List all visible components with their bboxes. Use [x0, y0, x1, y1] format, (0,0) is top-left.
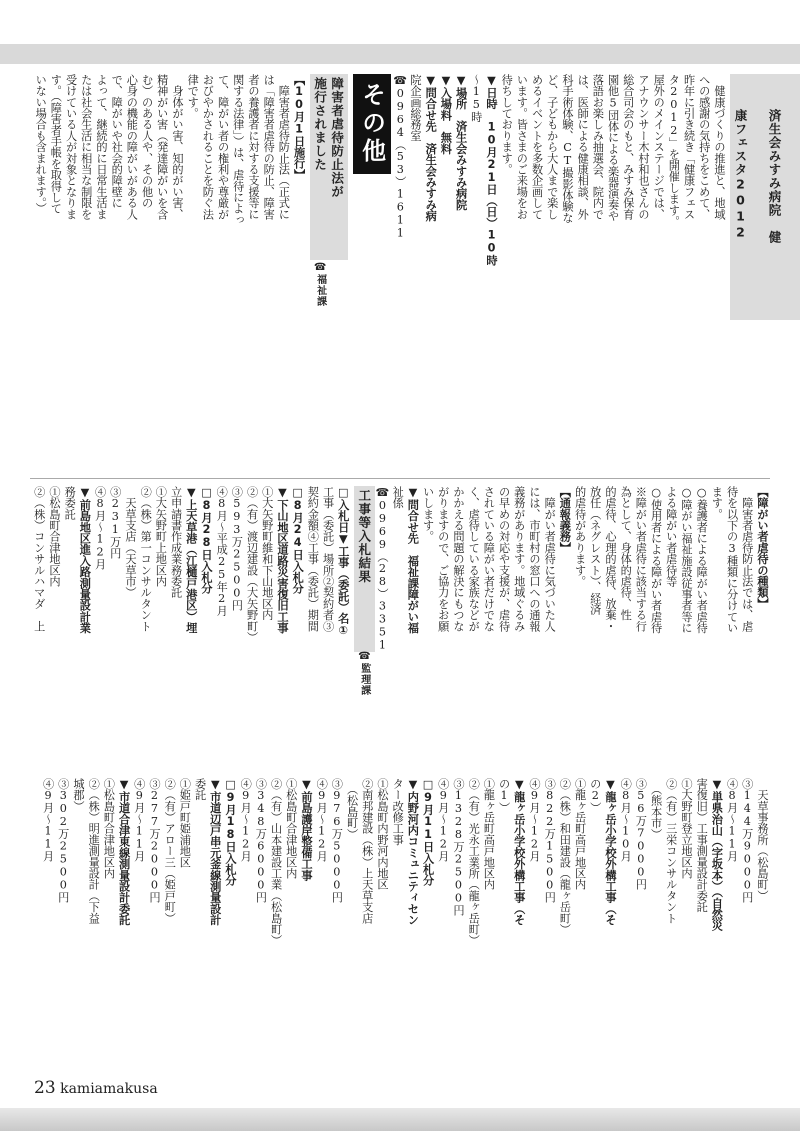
festa-line: ☎0964（53）1611 [393, 74, 407, 240]
bids-b-line: （熊本市） [649, 778, 663, 840]
bottom-band [0, 1108, 800, 1131]
bids-b-line: ④9月～12月 [315, 778, 329, 862]
abuse-b-line: で、障がいや社会的障壁に [110, 74, 124, 209]
bids-a-line: ①松島町合津地区内 [47, 486, 61, 587]
abuse-dept: ☎福祉課 [314, 262, 326, 307]
bids-b-line: ③1328万2500円 [451, 778, 465, 916]
bids-b-line: ①龍ヶ岳町高戸地区内 [482, 778, 496, 890]
bids-a-line: ①大矢野町維和下山地区内 [260, 486, 274, 621]
abuse-b-line: 義務があります。地域ぐるみ [512, 486, 526, 632]
abuse-b-line: て、障がい者の権利や尊厳が [216, 74, 230, 220]
abuse-b-line: 放任（ネグレスト）、経済 [588, 486, 602, 615]
abuse-b-line: 心身の機能の障がいがある人 [125, 74, 139, 220]
bids-c-line: ①姫戸町姫浦地区 [178, 778, 192, 868]
abuse-c-line: かかえる問題の解決にもつな [451, 486, 465, 632]
bids-a-line: □8月28日入札分 [199, 486, 213, 594]
top-band [0, 44, 800, 64]
bids-b-line: □9月11日入札分 [421, 778, 435, 886]
bids-a-line: ④8月～12月 [93, 486, 107, 570]
abuse-b-line: 【通報義務】 [558, 486, 572, 554]
bids-title-dept: ☎監理課 [358, 651, 370, 696]
bids-c-line: ③277万2000円 [147, 778, 161, 903]
festa-line: 院企画総務室 [408, 74, 422, 142]
bids-b-line: ④9月～12月 [436, 778, 450, 862]
festa-line: 園他5団体による楽器演奏や [606, 74, 620, 222]
bids-a-line: □入札日▼工事（委託）名① [336, 486, 350, 637]
abuse-b-line: 者の養護者に対する支援等に [246, 74, 260, 220]
festa-title-line-1: 済生会みすみ病院 健 [767, 109, 782, 244]
abuse-b-line: す。（障害者手帳を取得して [49, 74, 63, 214]
abuse-b-line: よる障がい者虐待等 [664, 486, 678, 587]
abuse-b-line: 的虐待があります。 [573, 486, 587, 587]
festa-line: ▼問合せ先 済生会みすみ病 [424, 74, 438, 222]
bids-a-line: ②（有）渡辺建設（大矢野町） [245, 486, 259, 643]
abuse-c-line: がりますので、ご協力をお願 [436, 486, 450, 632]
bids-b-line: ②南邦建設（株）上天草支店 [360, 778, 374, 924]
bids-b-line: ▼単県治山（字坂本）（自然災 [710, 778, 724, 931]
bids-a-line: ③144万9000円 [740, 778, 754, 903]
abuse-b-line: は「障害者虐待の防止、障害 [262, 74, 276, 220]
abuse-b-line: ○使用者による障がい者虐待 [649, 486, 663, 634]
bids-b-line: ③822万1500円 [543, 778, 557, 903]
bids-b-line: ①龍ヶ岳町高戸地区内 [573, 778, 587, 890]
bids-c-line: ④9月～11月 [41, 778, 55, 862]
abuse-b-line: 関する法律」）は、虐待によっ [231, 74, 245, 226]
abuse-b-line: ○養護者による障がい者虐待 [695, 486, 709, 634]
bids-a-line: 契約金額④工事（委託）期間 [306, 486, 320, 632]
bids-b-line: の2） [588, 778, 602, 814]
bids-b-line: □9月18日入札分 [223, 778, 237, 886]
section-banner-sono-ta: その他 [353, 74, 391, 174]
bids-a-line: 天草支店（天草市） [123, 486, 137, 598]
bids-b-line: ▼内野河内コミュニティセン [406, 778, 420, 926]
abuse-c-line: ☎0969（28）3351 [375, 486, 389, 652]
festa-line: います。皆さまのご来場をお [515, 74, 529, 220]
bids-c-line: ④9月～11月 [132, 778, 146, 862]
festa-line: めるイベントを多数企画して [530, 74, 544, 220]
publication-name: kamiamakusa [60, 1081, 158, 1097]
bids-b-line: の1） [497, 778, 511, 814]
bids-b-line: ①松島町合津地区内 [284, 778, 298, 879]
bids-c-line: 城郡） [71, 778, 85, 812]
bids-a-line: ▼前島地区進入路測量設計業 [78, 486, 92, 634]
row-divider [30, 478, 770, 479]
bids-a-line: ①大矢野町上地区内 [154, 486, 168, 587]
abuse-a-line: 障害者虐待防止法（正式に [277, 74, 291, 220]
bids-a-line: ④8月～平成25年2月 [215, 486, 229, 617]
abuse-b-line: ○障がい福祉施設従事者等に [679, 486, 693, 634]
bids-b-line: ▼前島護岸整備工事 [299, 778, 313, 881]
festa-line: 屋外のメインステージでは、 [652, 74, 666, 220]
bids-a-line: ②（株）コンサルハマダ 上 [32, 486, 46, 632]
bids-a-line: ④8月～11月 [725, 778, 739, 862]
abuse-b-line: 障害者虐待防止法では、虐 [740, 486, 754, 632]
bids-a-line: 務委託 [63, 486, 77, 520]
bids-c-line: ①松島町合津地区内 [102, 778, 116, 879]
bids-title: 工事等入札結果 [354, 486, 375, 652]
bids-b-line: ①大野町登立地区内 [679, 778, 693, 879]
festa-line: ど、子どもから大人まで楽し [545, 74, 559, 220]
bids-b-line: 害復旧）工事測量設計委託 [695, 778, 709, 913]
abuse-b-line: の早めの対応や支援が、虐待 [497, 486, 511, 632]
abuse-c-line: く、虐待している家族などが [467, 486, 481, 632]
festa-line: ▼場所 済生会みすみ病院 [454, 74, 468, 211]
bids-b-line: ①松島町内野河内地区 [375, 778, 389, 890]
bids-c-line: ②（株）明進測量設計（下益 [87, 778, 101, 924]
page-number: 23 [34, 1078, 56, 1098]
abuse-b-line: おびやかされることを防ぐ法 [201, 74, 215, 220]
bids-b-line: ③56万7000円 [634, 778, 648, 890]
abuse-b-line: されている障がい者だけでな [482, 486, 496, 632]
festa-line: ▼日時 10月21日（日）10時 [484, 74, 498, 266]
abuse-c-line: いします。 [421, 486, 435, 542]
abuse-b-line: 為として、身体的虐待、性 [619, 486, 633, 621]
festa-line: 落語お楽しみ抽選会、院内で [591, 74, 605, 220]
abuse-b-line: いない場合も含まれます。） [34, 74, 48, 214]
abuse-b-line: ※障がい者虐待に該当する行 [634, 486, 648, 632]
bids-c-line: ▼市道合津東線測量設計委託 [117, 778, 131, 926]
bids-b-line: ④9月～12月 [527, 778, 541, 862]
bids-b-line: ②（有）山本建設工業（松島町） [269, 778, 283, 946]
festa-line: ▼入場料 無料 [439, 74, 453, 155]
abuse-b-line: 精神がい害（発達障がいを含 [155, 74, 169, 220]
bids-b-line: ▼市道辺戸串元釜線測量設計 [208, 778, 222, 926]
abuse-b-line: 待を以下の3種類に分けてい [725, 486, 739, 634]
festa-line: 健康づくりの推進と、地域 [712, 74, 726, 220]
abuse-b-line: には、市町村の窓口への通報 [527, 486, 541, 632]
festa-line: は、医師による健康相談、外 [576, 74, 590, 220]
bids-a-line: ③231万円 [108, 486, 122, 559]
abuse-b-line: 障がい者虐待に気づいた人 [543, 486, 557, 632]
festa-title-line-2: 康フェスタ2012 [733, 109, 748, 241]
abuse-title: 障害者虐待防止法が 施行されました [310, 74, 348, 260]
bids-a-line: ▼下山地区道路災害復旧工事 [275, 486, 289, 634]
bids-a-line: 立申請書作成業務委託 [169, 486, 183, 598]
abuse-b-line: 身体がい害、知的がい害、 [170, 74, 184, 220]
festa-line: への感謝の気持ちをこめて、 [697, 74, 711, 220]
bids-a-line: ▼上天草港（江樋戸港区）埋 [184, 486, 198, 634]
festa-line: 待ちしております。 [500, 74, 514, 175]
bids-a-line: □8月24日入札分 [291, 486, 305, 594]
abuse-b-line: ます。 [710, 486, 724, 520]
bids-b-line: ②（有）三栄コンサルタント [664, 778, 678, 924]
bids-b-line: ④9月～12月 [239, 778, 253, 862]
bids-b-line: （松島町） [345, 778, 359, 840]
festa-line: 総合司会のもと、みすみ保育 [621, 74, 635, 220]
bids-b-line: ▼龍ヶ岳小学校外構工事（そ [512, 778, 526, 926]
abuse-b-line: 的虐待、心理的虐待、放棄・ [603, 486, 617, 632]
abuse-b-line: よって、継続的に日常生活ま [94, 74, 108, 220]
festa-line: アナウンサー木村和也さんの [636, 74, 650, 220]
abuse-b-line: たは社会生活に相当な制限を [79, 74, 93, 220]
abuse-b-line: 律です。 [186, 74, 200, 119]
bids-b-line: ④8月～10月 [619, 778, 633, 862]
bids-c-line: ②（有）アロー三（姫戸町） [163, 778, 177, 924]
bids-b-line: 委託 [193, 778, 207, 801]
bids-c-line: ③302万2500円 [56, 778, 70, 903]
festa-line: タ2012」を開催します。 [667, 74, 681, 227]
abuse-c-line: ▼問合せ先 福祉課障がい福 [406, 486, 420, 634]
bids-a-line: ③593万2500円 [230, 486, 244, 611]
festa-title [730, 74, 800, 320]
festa-line: 科手術体験、CT撮影体験な [560, 74, 574, 224]
bids-a-line: ②（株）第一コンサルタント [139, 486, 153, 632]
page-footer [34, 1078, 158, 1098]
bids-a-line: 天草事務所（松島町） [755, 778, 769, 902]
abuse-b-line: む）のある人や、その他の [140, 74, 154, 209]
bids-b-line: ②（株）和田建設（龍ヶ岳町） [558, 778, 572, 935]
bids-b-line: ③976万5000円 [330, 778, 344, 903]
abuse-b-line: 受けている人が対象となりま [64, 74, 78, 220]
bids-a-line: 工事（委託）場所②契約者③ [321, 486, 335, 632]
abuse-c-line: 祉係 [391, 486, 405, 509]
bids-b-line: ター改修工事 [391, 778, 405, 846]
abuse-b-line: 【障がい者虐待の種類】 [755, 486, 769, 610]
bids-b-line: ▼龍ヶ岳小学校外構工事（そ [603, 778, 617, 926]
festa-line: 昨年に引き続き「健康フェス [682, 74, 696, 220]
bids-b-line: ②（有）光永工業所（龍ヶ岳町） [467, 778, 481, 946]
festa-line: ～15時 [469, 74, 483, 123]
abuse-a-line: 【10月1日施行】 [292, 74, 306, 181]
bids-b-line: ③348万6000円 [254, 778, 268, 903]
